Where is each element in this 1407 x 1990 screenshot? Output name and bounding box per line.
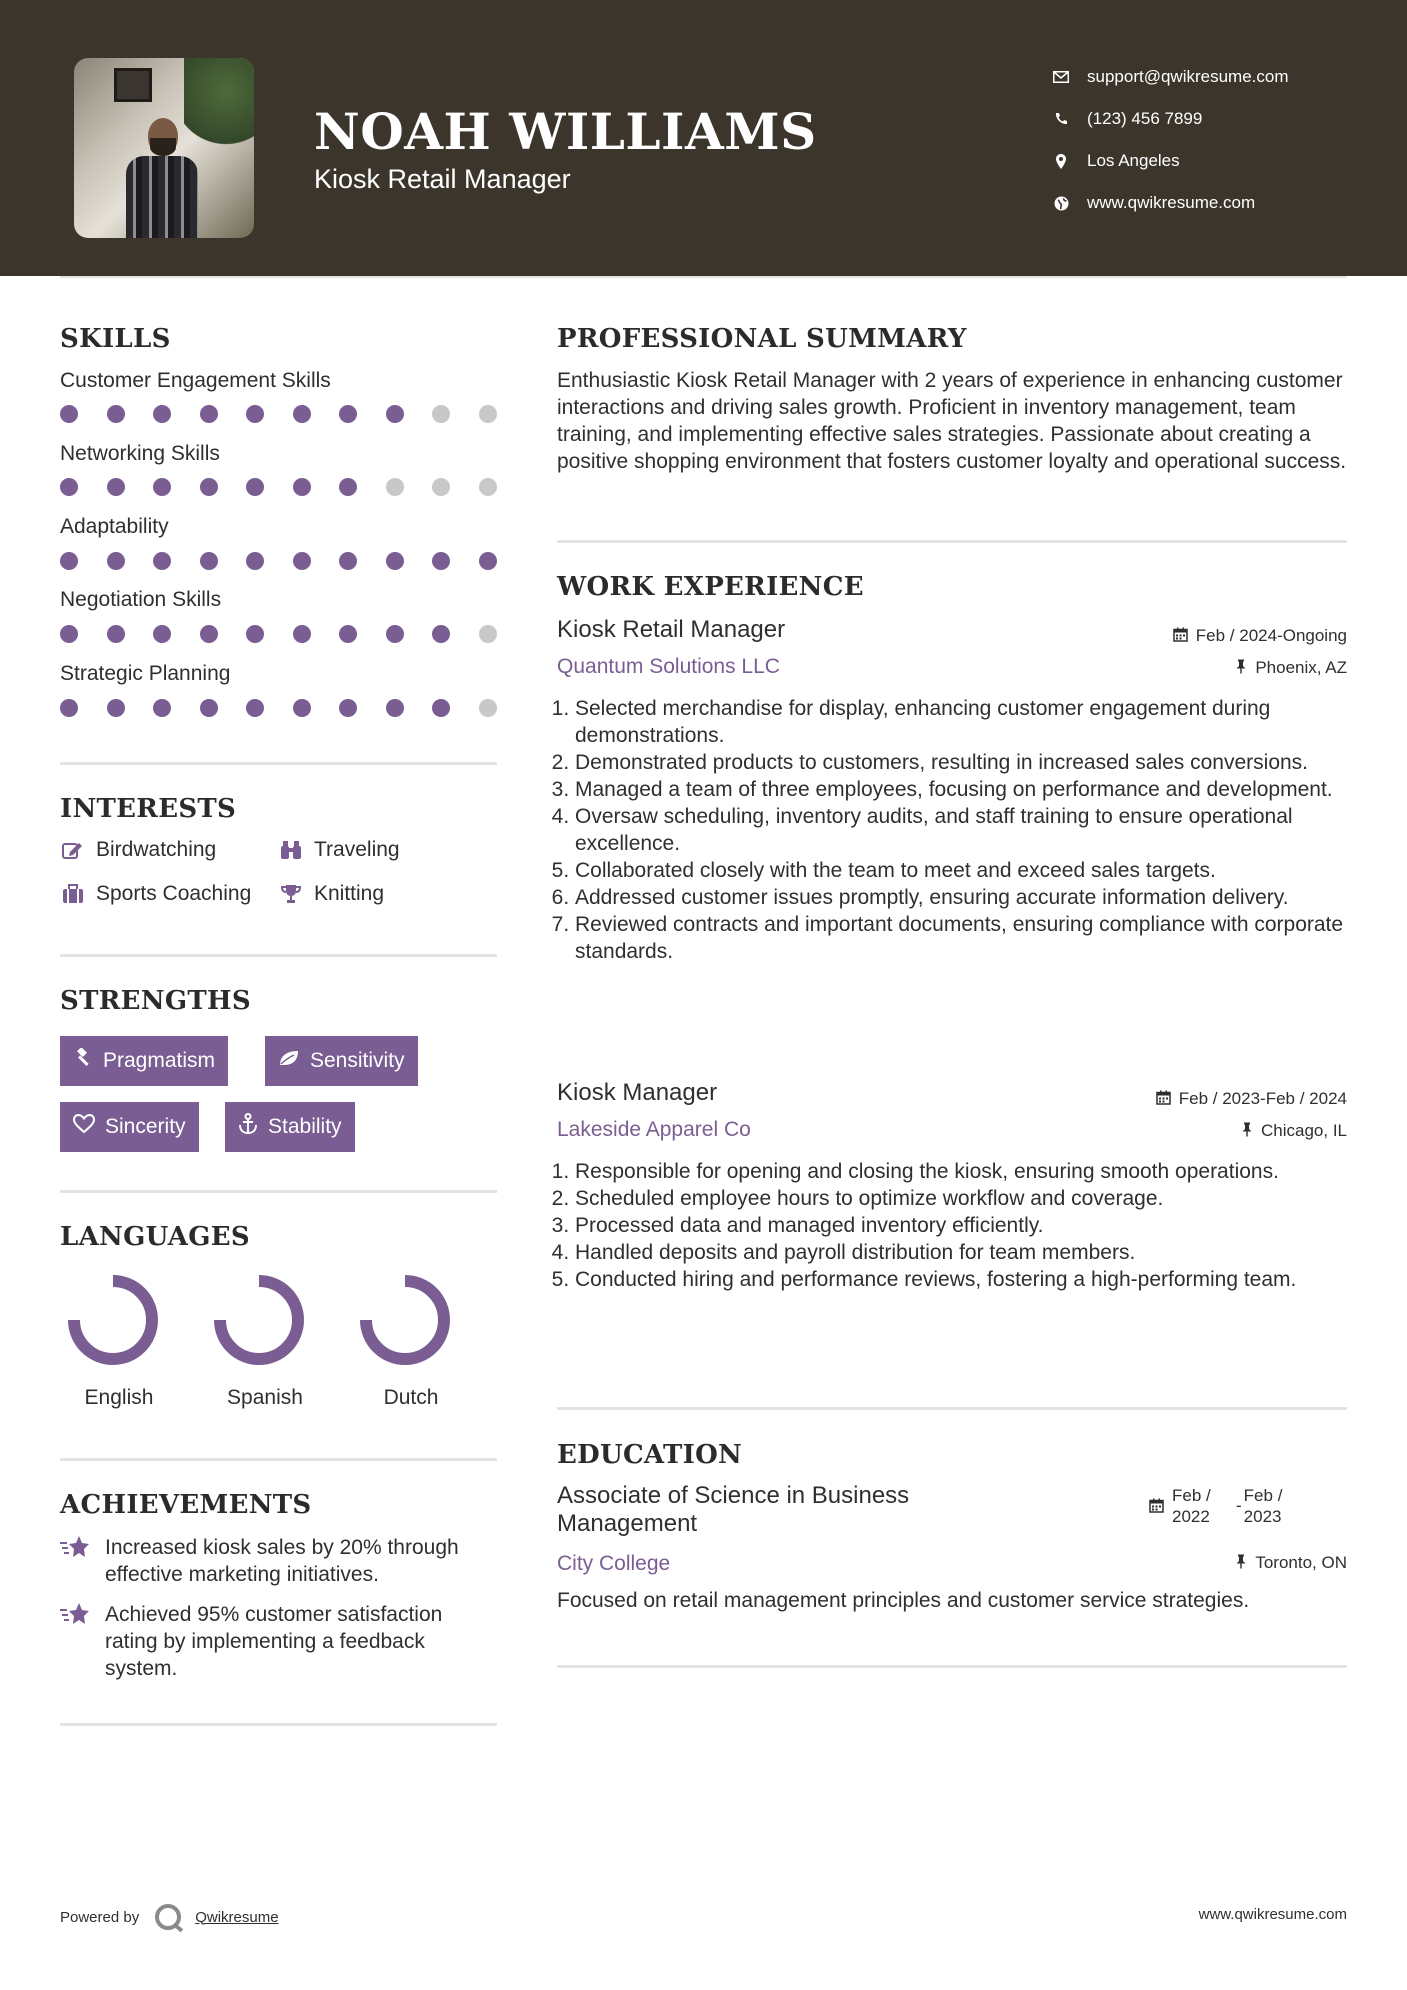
- skill-dot-empty: [432, 405, 450, 423]
- interest-item: Birdwatching: [60, 838, 216, 862]
- skill-dot-filled: [339, 625, 357, 643]
- list-item: 5. Collaborated closely with the team to meet and exceed sales targets.: [575, 857, 1375, 884]
- calendar-icon: [1173, 627, 1188, 646]
- skill-dot-filled: [200, 405, 218, 423]
- skill-dot-filled: [60, 405, 78, 423]
- map-pin-icon: [1050, 152, 1072, 170]
- skill-dot-filled: [153, 405, 171, 423]
- school-name: City College: [557, 1552, 671, 1575]
- qwikresume-logo-icon: [155, 1904, 181, 1930]
- star-icon: [60, 1534, 90, 1588]
- globe-icon: [1050, 194, 1072, 212]
- list-item: 4. Oversaw scheduling, inventory audits, and staff training to ensure operational excellence.: [575, 803, 1375, 857]
- skill-dot-filled: [293, 478, 311, 496]
- contact-location: Los Angeles: [1050, 140, 1289, 182]
- list-item: 5. Conducted hiring and performance reviews, fostering a high-performing team.: [575, 1266, 1375, 1293]
- section-divider: [60, 1190, 497, 1193]
- strength-badge: Stability: [225, 1102, 355, 1152]
- interest-item: Traveling: [278, 838, 400, 862]
- section-divider: [60, 762, 497, 765]
- pencil-square-icon: [60, 839, 86, 861]
- job-dates: Feb / 2023-Feb / 2024: [1156, 1089, 1347, 1109]
- skill-label: Adaptability: [60, 515, 169, 538]
- section-divider: [557, 1407, 1347, 1410]
- list-item: 2. Demonstrated products to customers, resulting in increased sales conversions.: [575, 749, 1375, 776]
- languages-title: LANGUAGES: [60, 1222, 250, 1252]
- strength-badge: Sensitivity: [265, 1036, 418, 1086]
- skill-label: Networking Skills: [60, 442, 220, 465]
- skill-dot-filled: [339, 699, 357, 717]
- company-name: Lakeside Apparel Co: [557, 1118, 751, 1141]
- company-name: Quantum Solutions LLC: [557, 655, 780, 678]
- job-duties: [557, 695, 1375, 965]
- skill-dot-filled: [153, 699, 171, 717]
- skill-dot-filled: [60, 478, 78, 496]
- skill-dot-filled: [386, 699, 404, 717]
- section-divider: [557, 1665, 1347, 1668]
- skill-dot-empty: [479, 405, 497, 423]
- skill-dot-filled: [107, 699, 125, 717]
- skill-dot-filled: [153, 625, 171, 643]
- wall-frame: [114, 68, 152, 102]
- star-icon: [60, 1601, 90, 1682]
- skill-rating: [60, 699, 525, 717]
- footer-website[interactable]: www.qwikresume.com: [1198, 1906, 1347, 1923]
- job-title: Kiosk Manager: [557, 1079, 718, 1106]
- section-divider: [60, 1723, 497, 1726]
- footer-brand-link[interactable]: Qwikresume: [195, 1908, 279, 1926]
- language-label: Dutch: [383, 1386, 439, 1409]
- strength-badge: Pragmatism: [60, 1036, 228, 1086]
- resume-header: [0, 0, 1407, 276]
- interest-item: Knitting: [278, 882, 384, 906]
- skill-dot-filled: [107, 625, 125, 643]
- skill-rating: [60, 625, 525, 643]
- language-gauge: [211, 1272, 307, 1368]
- job-location: Chicago, IL: [1241, 1121, 1347, 1141]
- language-gauge: [357, 1272, 453, 1368]
- strengths-title: STRENGTHS: [60, 986, 251, 1016]
- list-item: 3. Processed data and managed inventory efficiently.: [575, 1212, 1375, 1239]
- education-dates: Feb / 2022 - Feb / 2023: [1149, 1485, 1282, 1527]
- skills-title: SKILLS: [60, 324, 171, 354]
- trophy-icon: [278, 883, 304, 905]
- contact-website[interactable]: www.qwikresume.com: [1050, 182, 1289, 224]
- skill-dot-filled: [293, 552, 311, 570]
- skill-dot-filled: [479, 552, 497, 570]
- header-divider: [60, 276, 1347, 278]
- skill-label: Negotiation Skills: [60, 588, 222, 611]
- skill-dot-filled: [60, 625, 78, 643]
- skill-dot-empty: [479, 699, 497, 717]
- anchor-icon: [238, 1113, 258, 1141]
- language-label: English: [84, 1386, 154, 1409]
- envelope-icon: [1050, 68, 1072, 86]
- skill-dot-filled: [107, 405, 125, 423]
- language-label: Spanish: [227, 1386, 303, 1409]
- pushpin-icon: [1235, 659, 1247, 678]
- skill-label: Strategic Planning: [60, 662, 231, 685]
- candidate-name: NOAH WILLIAMS: [314, 102, 817, 161]
- skill-dot-filled: [432, 625, 450, 643]
- skill-dot-filled: [107, 552, 125, 570]
- interests-title: INTERESTS: [60, 794, 237, 824]
- section-divider: [60, 954, 497, 957]
- list-item: 2. Scheduled employee hours to optimize workflow and coverage.: [575, 1185, 1375, 1212]
- skill-dot-filled: [246, 552, 264, 570]
- heart-icon: [73, 1114, 95, 1140]
- degree-title: Associate of Science in Business Management: [557, 1482, 910, 1537]
- skill-label: Customer Engagement Skills: [60, 369, 331, 392]
- summary-text: Enthusiastic Kiosk Retail Manager with 2 years of experience in enhancing customer interactions and driving sales growth. Proficient in inventory management, team training, and implementing effective sales strategies. Passionate about creating a positive shopping environment that fosters customer loyalty and operational success.: [557, 369, 1347, 473]
- skill-dot-filled: [246, 478, 264, 496]
- job-duties: [557, 1158, 1375, 1293]
- calendar-icon: [1149, 1497, 1164, 1527]
- skill-dot-empty: [432, 478, 450, 496]
- skill-dot-filled: [339, 552, 357, 570]
- skill-rating: [60, 478, 525, 496]
- skill-dot-empty: [479, 625, 497, 643]
- skill-dot-empty: [479, 478, 497, 496]
- gavel-icon: [73, 1048, 93, 1074]
- pushpin-icon: [1241, 1122, 1253, 1141]
- contact-email[interactable]: support@qwikresume.com: [1050, 56, 1289, 98]
- skill-dot-filled: [293, 625, 311, 643]
- skill-dot-filled: [153, 552, 171, 570]
- profile-photo: [74, 58, 254, 238]
- binoculars-icon: [278, 839, 304, 861]
- language-gauge: [65, 1272, 161, 1368]
- job-dates: Feb / 2024-Ongoing: [1173, 626, 1347, 646]
- language-arc: [220, 1281, 298, 1359]
- person-figure: [122, 118, 202, 238]
- interest-item: Sports Coaching: [60, 882, 251, 906]
- language-arc: [74, 1281, 152, 1359]
- contact-list: [1050, 56, 1289, 224]
- education-description: Focused on retail management principles and customer service strategies.: [557, 1589, 1250, 1612]
- contact-phone[interactable]: (123) 456 7899: [1050, 98, 1289, 140]
- skill-rating: [60, 405, 525, 423]
- education-location: Toronto, ON: [1235, 1553, 1347, 1573]
- list-item: 6. Addressed customer issues promptly, ensuring accurate information delivery.: [575, 884, 1375, 911]
- skill-dot-filled: [246, 699, 264, 717]
- skill-dot-filled: [200, 699, 218, 717]
- skill-dot-empty: [386, 478, 404, 496]
- skill-dot-filled: [432, 552, 450, 570]
- language-arc: [366, 1281, 444, 1359]
- skill-dot-filled: [293, 699, 311, 717]
- section-divider: [60, 1458, 497, 1461]
- skill-dot-filled: [339, 405, 357, 423]
- leaf-icon: [278, 1049, 300, 1073]
- job-title: Kiosk Retail Manager: [557, 616, 786, 643]
- list-item: 3. Managed a team of three employees, focusing on performance and development.: [575, 776, 1375, 803]
- skill-dot-filled: [246, 405, 264, 423]
- list-item: 7. Reviewed contracts and important documents, ensuring compliance with corporate standards.: [575, 911, 1375, 965]
- skill-dot-filled: [386, 405, 404, 423]
- skill-dot-filled: [386, 625, 404, 643]
- skill-dot-filled: [60, 552, 78, 570]
- skill-rating: [60, 552, 525, 570]
- skill-dot-filled: [246, 625, 264, 643]
- list-item: 1. Responsible for opening and closing the kiosk, ensuring smooth operations.: [575, 1158, 1375, 1185]
- achievements-title: ACHIEVEMENTS: [60, 1490, 312, 1520]
- skill-dot-filled: [432, 699, 450, 717]
- section-divider: [557, 540, 1347, 543]
- achievement-item: Increased kiosk sales by 20% through effective marketing initiatives.: [60, 1534, 459, 1588]
- skill-dot-filled: [153, 478, 171, 496]
- education-title: EDUCATION: [557, 1440, 743, 1470]
- skill-dot-filled: [200, 478, 218, 496]
- list-item: 4. Handled deposits and payroll distribution for team members.: [575, 1239, 1375, 1266]
- skill-dot-filled: [200, 552, 218, 570]
- skill-dot-filled: [339, 478, 357, 496]
- list-item: 1. Selected merchandise for display, enhancing customer engagement during demonstrations.: [575, 695, 1375, 749]
- phone-icon: [1050, 110, 1072, 128]
- suitcase-icon: [60, 883, 86, 905]
- skill-dot-filled: [386, 552, 404, 570]
- skill-dot-filled: [293, 405, 311, 423]
- skill-dot-filled: [107, 478, 125, 496]
- experience-title: WORK EXPERIENCE: [557, 572, 864, 602]
- strength-badge: Sincerity: [60, 1102, 199, 1152]
- calendar-icon: [1156, 1090, 1171, 1109]
- skill-dot-filled: [200, 625, 218, 643]
- achievement-item: Achieved 95% customer satisfaction rating by implementing a feedback system.: [60, 1601, 442, 1682]
- summary-title: PROFESSIONAL SUMMARY: [557, 324, 967, 354]
- candidate-role: Kiosk Retail Manager: [314, 164, 571, 194]
- job-location: Phoenix, AZ: [1235, 658, 1347, 678]
- footer-powered-by: Powered by Qwikresume: [60, 1904, 279, 1930]
- pushpin-icon: [1235, 1554, 1247, 1573]
- skill-dot-filled: [60, 699, 78, 717]
